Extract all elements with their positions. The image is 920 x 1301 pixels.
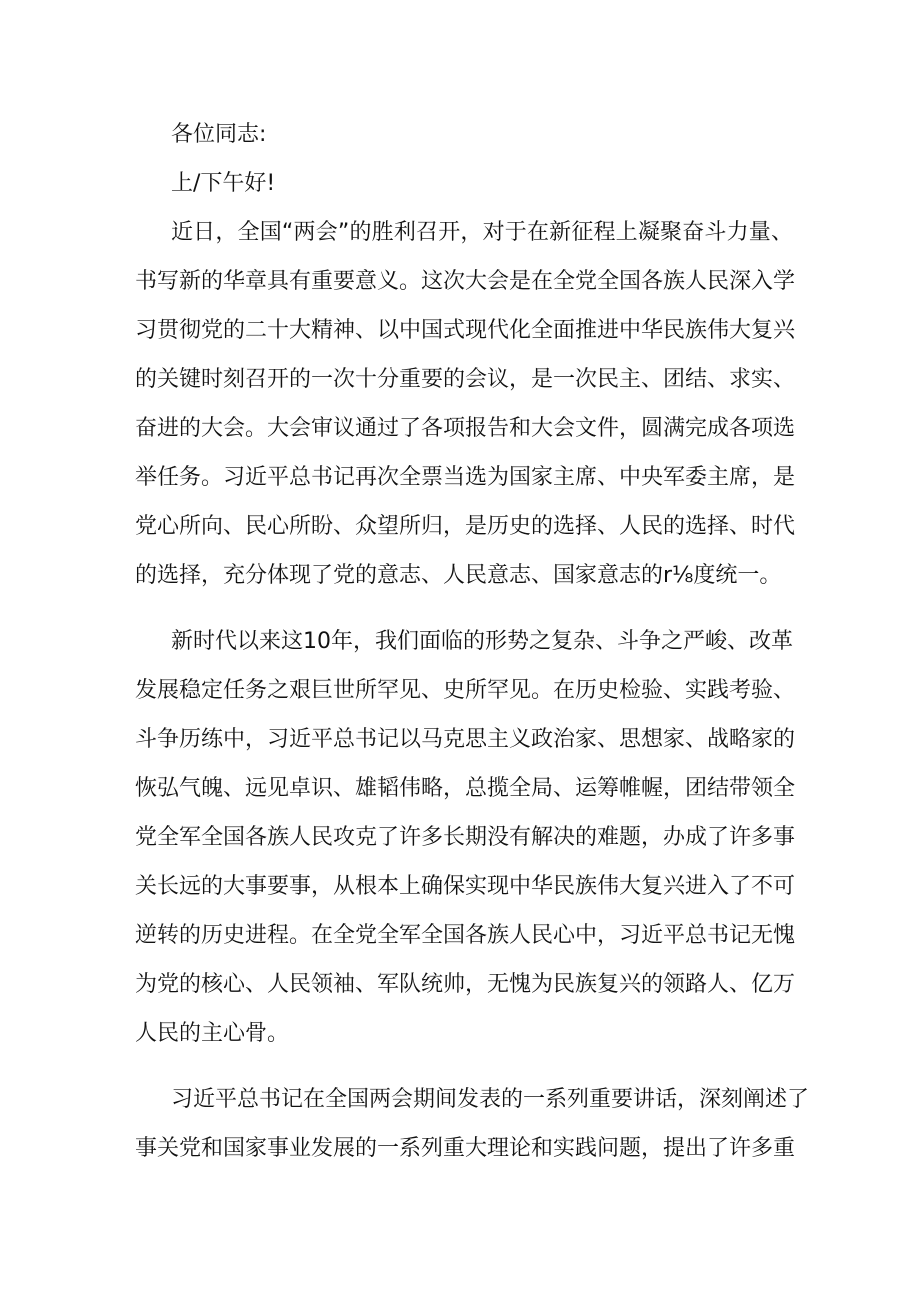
- paragraph-1-line-5: 奋进的大会。大会审议通过了各项报告和大会文件，圆满完成各项选: [135, 416, 796, 441]
- paragraph-2-line-1: 新时代以来这10年，我们面临的形势之复杂、斗争之严峻、改革: [171, 629, 793, 654]
- paragraph-2-line-4: 恢弘气魄、远见卓识、雄韬伟略，总揽全局、运筹帷幄，团结带领全: [135, 776, 796, 801]
- paragraph-2-line-6: 关长远的大事要事，从根本上确保实现中华民族伟大复兴进入了不可: [135, 874, 796, 899]
- document-body: [135, 122, 810, 1186]
- greeting-line: 各位同志:: [171, 122, 267, 147]
- paragraph-1-line-4: 的关键时刻召开的一次十分重要的会议，是一次民主、团结、求实、: [135, 367, 796, 392]
- paragraph-1-line-3: 习贯彻党的二十大精神、以中国式现代化全面推进中华民族伟大复兴: [135, 318, 796, 343]
- paragraph-1-line-7: 党心所向、民心所盼、众望所归，是历史的选择、人民的选择、时代: [135, 514, 796, 539]
- paragraph-2-line-7: 逆转的历史进程。在全党全军全国各族人民心中，习近平总书记无愧: [135, 923, 796, 948]
- paragraph-2-line-3: 斗争历练中，习近平总书记以马克思主义政治家、思想家、战略家的: [135, 727, 796, 752]
- paragraph-spacer: [135, 613, 793, 630]
- paragraph-2-line-2: 发展稳定任务之艰巨世所罕见、史所罕见。在历史检验、实践考验、: [135, 678, 796, 703]
- paragraph-2-line-8: 为党的核心、人民领袖、军队统帅，无愧为民族复兴的领路人、亿万: [135, 972, 796, 997]
- paragraph-2-line-9: 人民的主心骨。: [135, 1021, 290, 1046]
- paragraph-1-line-6: 举任务。习近平总书记再次全票当选为国家主席、中央军委主席，是: [135, 465, 796, 490]
- paragraph-2-line-5: 党全军全国各族人民攻克了许多长期没有解决的难题，办成了许多事: [135, 825, 796, 850]
- paragraph-3-line-1: 习近平总书记在全国两会期间发表的一系列重要讲话，深刻阐述了: [171, 1087, 810, 1112]
- paragraph-1-line-8: 的选择，充分体现了党的意志、人民意志、国家意志的r⅛度统一。: [135, 563, 782, 588]
- paragraph-spacer: [135, 1071, 793, 1088]
- paragraph-1-line-1: 近日，全国“两会”的胜利召开，对于在新征程上凝聚奋斗力量、: [171, 220, 793, 245]
- paragraph-1-line-2: 书写新的华章具有重要意义。这次大会是在全党全国各族人民深入学: [135, 269, 796, 294]
- paragraph-3-line-2: 事关党和国家事业发展的一系列重大理论和实践问题，提出了许多重: [135, 1136, 796, 1161]
- salutation-line: 上/下午好!: [171, 171, 276, 196]
